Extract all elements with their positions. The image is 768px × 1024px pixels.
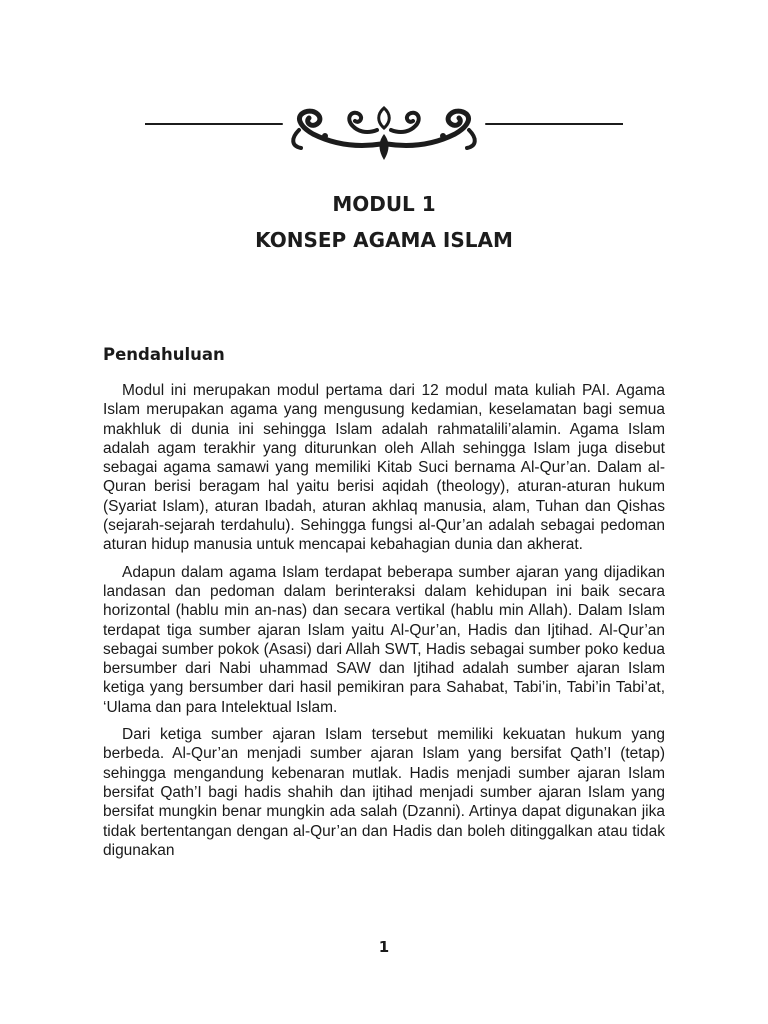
module-number: MODUL 1	[332, 192, 436, 216]
page-number: 1	[378, 938, 390, 956]
module-title: KONSEP AGAMA ISLAM	[255, 228, 513, 252]
decorative-ornament-divider	[145, 104, 623, 162]
paragraph: Adapun dalam agama Islam terdapat beberapa sumber ajaran yang dijadikan landasan dan pedoman dalam berinteraksi dalam kehidupan ini baik secara horizontal (hablu min an-nas) dan secara vertikal (hablu min Allah). Dalam Islam terdapat tiga sumber ajaran Islam yaitu Al-Qur’an, Hadis dan Ijtihad. Al-Qur’an sebagai sumber pokok (Asasi) dari Allah SWT, Hadis sebagai sumber poko kedua bersumber dari Nabi uhammad SAW dan Ijtihad adalah sumber ajaran Islam ketiga yang bersumber dari hasil pemikiran para Sahabat, Tabi’in, Tabi’in Tabi’at, ‘Ulama dan para Intelektual Islam.	[103, 563, 665, 716]
paragraph: Dari ketiga sumber ajaran Islam tersebut memiliki kekuatan hukum yang berbeda. Al-Qur’an menjadi sumber ajaran Islam yang bersifat Qath’I (tetap) sehingga mengandung kebenaran mutlak. Hadis menjadi sumber ajaran Islam bersifat Qath’I bagi hadis shahih dan ijtihad menjadi sumber ajaran Islam yang bersifat mungkin benar mungkin ada salah (Dzanni). Artinya dapat digunakan jika tidak bertentangan dengan al-Qur’an dan Hadis dan boleh ditinggalkan atau tidak digunakan	[103, 726, 665, 859]
paragraph: Modul ini merupakan modul pertama dari 12 modul mata kuliah PAI. Agama Islam merupakan agama yang mengusung kedamian, keselamatan bagi semua makhluk di dunia ini sehingga Islam adalah rahmatalili’alamin. Agama Islam adalah agam terakhir yang diturunkan oleh Allah sehingga Islam juga disebut sebagai agama samawi yang memiliki Kitab Suci bernama Al-Qur’an. Dalam al-Quran berisi beragam hal yaitu berisi aqidah (theology), aturan-aturan hukum (Syariat Islam), aturan Ibadah, aturan akhlaq manusia, alam, Tuhan dan Qishas (sejarah-sejarah terdahulu). Sehingga fungsi al-Qur’an adalah sebagai pedoman aturan hidup manusia untuk mencapai kebahagian dunia dan akherat.	[103, 382, 665, 554]
body-text	[103, 381, 665, 868]
section-heading: Pendahuluan	[103, 345, 225, 364]
